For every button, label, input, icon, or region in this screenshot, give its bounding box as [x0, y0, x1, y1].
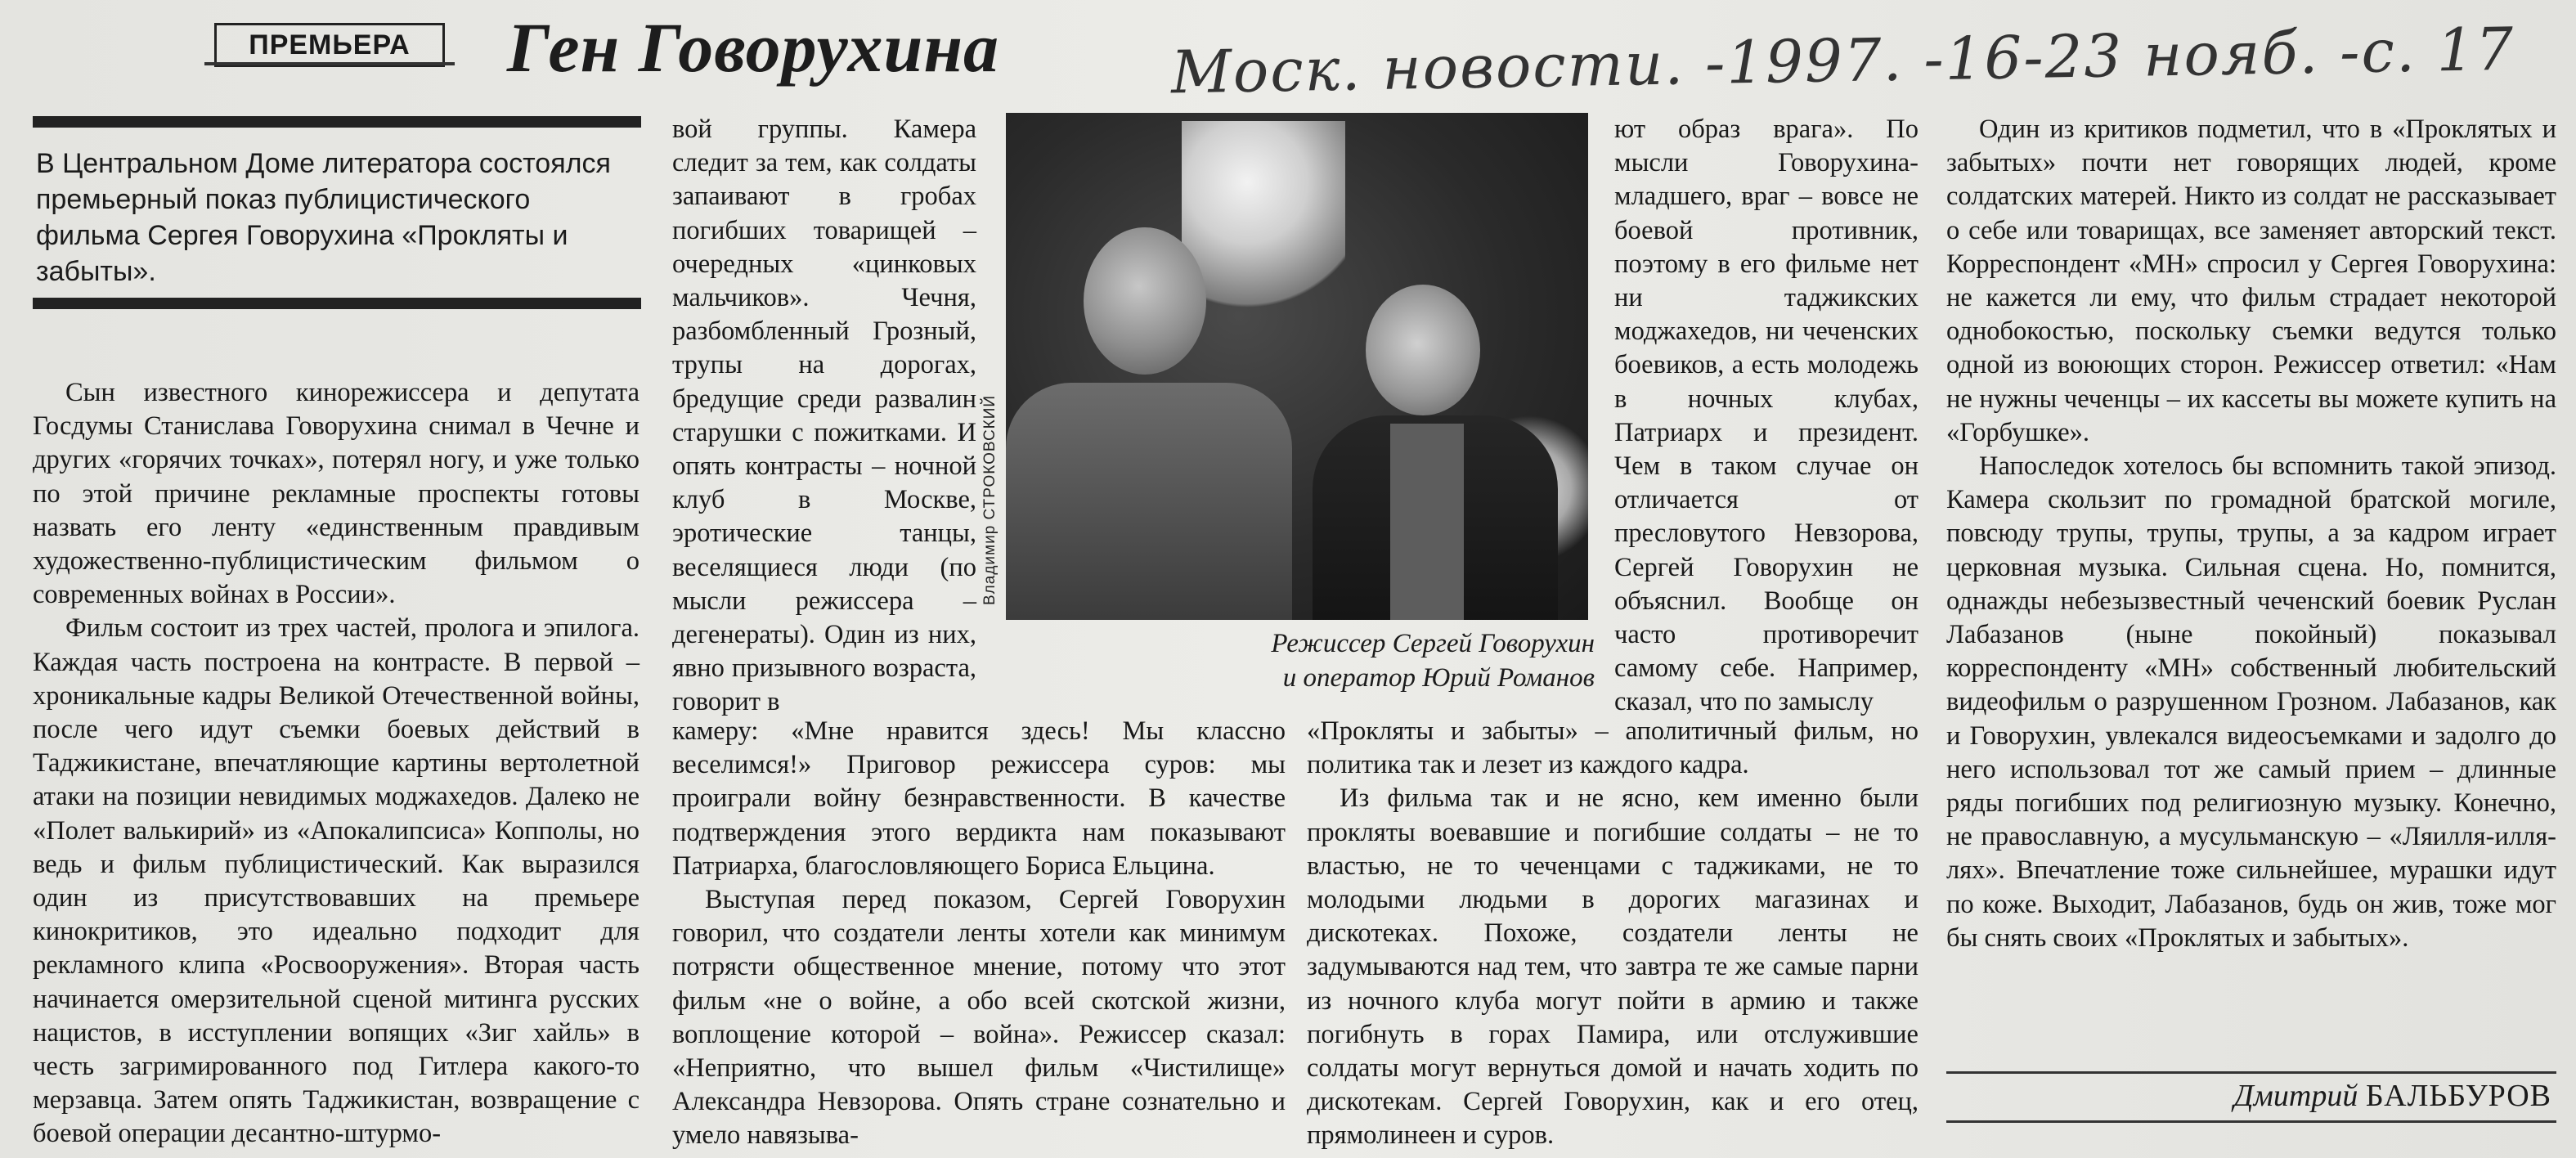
paragraph: «Прокляты и забыты» – аполитичный фильм, но политика так и лезет из каждого кадра.	[1307, 716, 1919, 780]
lead-bottom-rule	[33, 298, 641, 309]
paragraph: Сын известного кинорежиссера и депутата Госдумы Станислава Говорухина снимал в Чечне и других «горячих точках», потерял ногу, и уже только по этой причине рекламные проспекты готовы назвать его ленту «единственным правдивым художественно-публицистическим фильмом о современных войнах в России».	[33, 378, 640, 610]
column-3-top	[1614, 113, 1919, 720]
rubric-label: ПРЕМЬЕРА	[214, 23, 445, 67]
caption-line: Режиссер Сергей Говорухин	[1271, 629, 1595, 658]
column-2-bottom	[672, 715, 1286, 1153]
column-1	[33, 376, 640, 1151]
author-bottom-rule	[1946, 1120, 2556, 1123]
article-lead: В Центральном Доме литератора состоялся премьерный показ публицистического фильма Сергея Говорухина «Прокляты и забыты».	[36, 148, 611, 287]
paragraph: камеру: «Мне нравится здесь! Мы классно веселимся!» Приговор режиссера суров: мы проиграли войну безнравственности. В качестве подтверждения этого вердикта нам показывают Патриарха, благословляющего Бориса Ельцина.	[672, 716, 1286, 881]
handwritten-source-note: Моск. новости. -1997. -16-23 нояб. -с. 17	[1170, 14, 2515, 107]
author-top-rule	[1946, 1071, 2556, 1074]
article-title: Ген Говорухина	[507, 8, 1000, 87]
person-shirt	[1390, 424, 1464, 620]
paragraph: Из фильма так и не ясно, кем именно были прокляты воевавшие и погибшие солдаты – не то властью, не то чеченцами с таджиками, не то молодыми людьми в дорогих магазинах и дискотеках. Похоже, создатели ленты не задумываются над тем, что завтра те же самые парни из ночного клуба могут пойти в армию и также погибнуть в горах Памира, или отслужившие солдаты могут вернуться домой и начать ходить по дискотекам. Сергей Говорухин, как и его отец, прямолинеен и суров.	[1307, 783, 1919, 1151]
person-head	[1366, 285, 1480, 415]
photo-credit: Владимир СТРОКОВСКИЙ	[981, 394, 999, 605]
author-surname: БАЛЬБУРОВ	[2365, 1079, 2551, 1113]
paragraph: Напоследок хотелось бы вспомнить такой эпизод. Камера скользит по громадной братской могиле, повсюду трупы, трупы, трупы, а за кадром играет церковная музыка. Сильная сцена. Но, помнится, однажды небезызвестный чеченский боевик Руслан Лабазанов (ныне покойный) показывал корреспонденту «МН» собственный любительский видеофильм о разрушенном Грозном. Лабазанов, как и Говорухин, увлекался видеосъемками и задолго до него использовал тот же самый прием – длинные ряды погибших под религиозную музыку. Конечно, не православную, а мусульманскую – «Ляилля-илля-лях». Впечатление тоже сильнейшее, мурашки идут по коже. Выходит, Лабазанов, будь он жив, тоже мог бы снять своих «Проклятых и забытых».	[1946, 451, 2556, 953]
photo-caption	[1178, 626, 1595, 695]
paragraph: вой группы. Камера следит за тем, как солдаты запаивают в гробах погибших товарищей – очередных «цинковых мальчиков». Чечня, разбомбленный Грозный, трупы на дорогах, бредущие среди развалин старушки с пожитками. И опять контрасты – ночной клуб в Москве, эротические танцы, веселящиеся люди (по мысли режиссера – дегенераты). Один из них, явно призывного возраста, говорит в	[672, 114, 976, 717]
column-4	[1946, 113, 2556, 955]
column-3-bottom	[1307, 715, 1919, 1153]
flower-bouquet	[1182, 121, 1345, 325]
paragraph: Один из критиков подметил, что в «Проклятых и забытых» почти нет говорящих людей, кроме солдатских матерей. Никто из солдат не рассказывает о себе или товарищах, все заменяет авторский текст. Корреспондент «МН» спросил у Сергея Говорухина: не кажется ли ему, что фильм страдает некоторой однобокостью, поскольку съемки ведутся только одной из воюющих сторон. Режиссер ответил: «Нам не нужны чеченцы – их кассеты вы можете купить на «Горбушке».	[1946, 114, 2556, 447]
lead-top-rule	[33, 116, 641, 128]
paragraph: Выступая перед показом, Сергей Говорухин говорил, что создатели ленты хотели как минимум потрясти общественное мнение, потому что этот фильм «не о войне, а обо всей скотской жизни, воплощение которой – война». Режиссер сказал: «Неприятно, что вышел фильм «Чистилище» Александра Невзорова. Опять стране сознательно и умело навязыва-	[672, 885, 1286, 1151]
caption-line: и оператор Юрий Романов	[1282, 663, 1595, 693]
person-figure	[1006, 383, 1292, 620]
person-head	[1084, 227, 1206, 375]
column-2-top	[672, 113, 976, 720]
article-photo	[1006, 113, 1588, 620]
paragraph: ют образ врага». По мысли Говорухина-младшего, враг – вовсе не боевой противник, поэтому в его фильме нет ни таджикских моджахедов, ни чеченских боевиков, а есть молодежь в ночных клубах, Патриарх и президент. Чем в таком случае он отличается от пресловутого Невзорова, Сергей Говорухин не объяснил. Вообще он часто противоречит самому себе. Например, сказал, что по замыслу	[1614, 114, 1919, 717]
author-first-name: Дмитрий	[2233, 1079, 2358, 1113]
rubric-underline	[204, 62, 455, 65]
paragraph: Фильм состоит из трех частей, пролога и эпилога. Каждая часть построена на контрасте. В первой – хроникальные кадры Великой Отечественной войны, после чего идут съемки боевых действий в Таджикистане, впечатляющие картины вертолетной атаки на позиции невидимых моджахедов. Далеко не «Полет валькирий» из «Апокалипсиса» Копполы, но ведь и фильм публицистический. Как выразился один из присутствовавших на премьере кинокритиков, это идеально подходит для рекламного клипа «Росвооружения». Вторая часть начинается омерзительной сценой митинга русских нацистов, в исступлении вопящих «Зиг хайль» в честь загримированного под Гитлера какого-то мерзавца. Затем опять Таджикистан, возвращение с боевой операции десантно-штурмо-	[33, 613, 640, 1149]
article-author	[1946, 1078, 2551, 1114]
